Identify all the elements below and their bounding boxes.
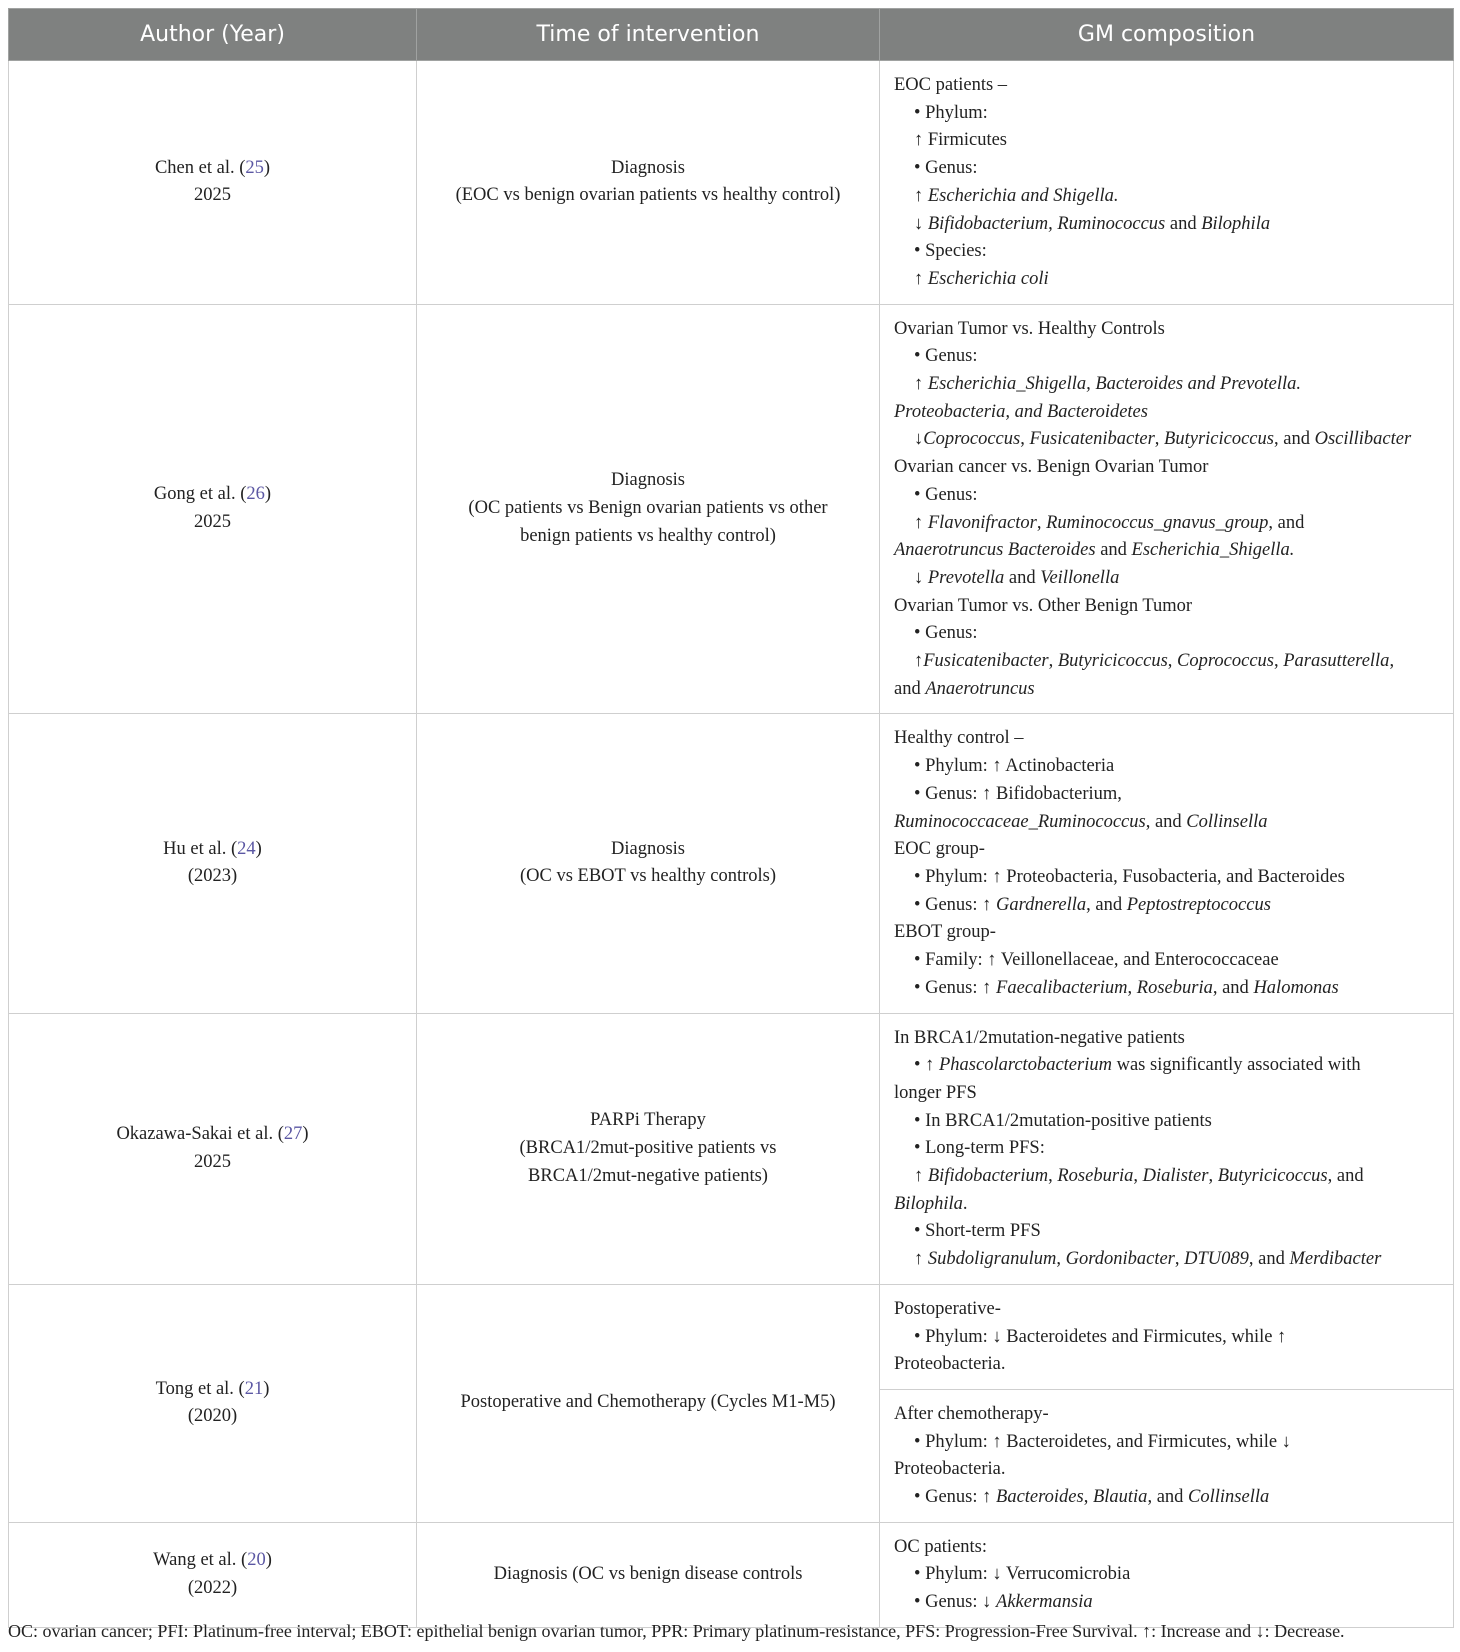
author-cell (9, 714, 417, 1013)
gm-line (894, 266, 1445, 294)
gm-text: • Genus: (914, 346, 978, 367)
gm-text: • Genus: ↑ (914, 1487, 997, 1508)
gm-text: • Genus: (914, 623, 978, 644)
gm-cell (880, 1389, 1454, 1522)
gm-line (894, 1191, 1445, 1219)
gm-text: • Genus: (914, 158, 978, 179)
author-text: Wang et al. ( (153, 1550, 248, 1571)
author-text: Tong et al. ( (155, 1378, 245, 1399)
gm-text: ↑ (914, 185, 928, 206)
taxon-name: Bilophila (894, 1193, 963, 1214)
taxon-name: Roseburia (1057, 1166, 1134, 1187)
taxon-name: Anaerotruncus Bacteroides (894, 540, 1096, 561)
intervention-line: Diagnosis (611, 157, 685, 178)
gm-text: EOC patients – (894, 75, 1008, 95)
gm-line (894, 1025, 1445, 1053)
taxon-name: Escherichia coli (927, 268, 1049, 289)
author-cell (9, 304, 417, 714)
author-text: ) (255, 838, 262, 859)
taxon-name: Bacteroides (996, 1487, 1084, 1508)
taxon-name: Parasutterella (1283, 651, 1390, 672)
gm-text: , and (1268, 512, 1305, 533)
author-name (19, 1121, 406, 1149)
intervention-cell (417, 61, 880, 305)
gm-text: • Long-term PFS: (914, 1138, 1045, 1159)
gm-cell (880, 61, 1454, 305)
gm-line (894, 676, 1445, 704)
gm-text: , (1208, 1166, 1218, 1187)
gm-text: , and (1147, 1487, 1189, 1508)
gm-text: Proteobacteria. (894, 1459, 1006, 1480)
gm-text: and (894, 678, 926, 699)
gm-text: , (1133, 1166, 1143, 1187)
author-text: Hu et al. ( (163, 838, 238, 859)
gm-text: , (1167, 651, 1178, 672)
gm-text: After chemotherapy- (894, 1403, 1049, 1424)
author-text: ) (302, 1123, 309, 1144)
author-cell (9, 1522, 417, 1627)
gm-line (894, 1108, 1445, 1136)
gm-line (894, 1296, 1445, 1324)
gm-line (894, 565, 1445, 593)
gm-text: • Genus: ↑ (914, 977, 997, 998)
gm-cell (880, 304, 1454, 714)
intervention-line: Diagnosis (611, 838, 685, 859)
gm-line (894, 1218, 1445, 1246)
taxon-name: Proteobacteria, and Bacteroidetes (894, 401, 1148, 422)
citation-link[interactable]: 26 (246, 484, 265, 505)
intervention-line: benign patients vs healthy control) (520, 525, 776, 546)
gm-text: OC patients: (894, 1536, 988, 1557)
taxon-name: Coprococcus (923, 429, 1021, 450)
taxon-name: Subdoligranulum (927, 1249, 1057, 1270)
gm-text: , and (1327, 1166, 1364, 1187)
intervention-line: BRCA1/2mut-negative patients) (528, 1165, 768, 1186)
gm-text: Ovarian cancer vs. Benign Ovarian Tumor (894, 457, 1209, 478)
intervention-cell (417, 1284, 880, 1522)
taxon-name: Faecalibacterium (996, 977, 1128, 998)
taxon-name: Butyricicoccus (1057, 651, 1168, 672)
gm-line (894, 781, 1445, 809)
gm-text: Ovarian Tumor vs. Healthy Controls (894, 318, 1165, 339)
citation-link[interactable]: 21 (244, 1378, 264, 1399)
gm-text: • Family: ↑ Veillonellaceae, and Enterococcaceae (914, 950, 1279, 971)
intervention-cell (417, 714, 880, 1013)
gm-text: , (1154, 429, 1165, 450)
gm-line (894, 482, 1445, 510)
gm-line (894, 127, 1445, 155)
gm-text: • ↑ (914, 1055, 939, 1076)
gm-text: Proteobacteria. (894, 1354, 1006, 1375)
taxon-name: Merdibacter (1289, 1249, 1382, 1270)
gm-text: • Phylum: ↓ Bacteroidetes and Firmicutes, while ↑ (914, 1326, 1287, 1347)
header-time: Time of intervention (417, 9, 880, 61)
citation-link[interactable]: 20 (247, 1550, 266, 1571)
taxon-name: Butyricicoccus (1164, 429, 1274, 450)
intervention-cell (417, 1522, 880, 1627)
taxon-name: Oscillibacter (1314, 429, 1412, 450)
table-row (9, 1522, 1454, 1627)
gm-text: • Phylum: ↑ Bacteroidetes, and Firmicutes, while ↓ (914, 1431, 1291, 1452)
gm-line (894, 1163, 1445, 1191)
taxon-name: Anaerotruncus (925, 678, 1035, 699)
gm-text: In BRCA1/2mutation-negative patients (894, 1027, 1185, 1048)
author-year: 2025 (194, 185, 231, 206)
gm-text: longer PFS (894, 1082, 977, 1103)
gm-text: • Genus: ↑ Bifidobacterium, (914, 783, 1122, 804)
gm-text: Ovarian Tumor vs. Other Benign Tumor (894, 595, 1193, 616)
gm-line (894, 1534, 1445, 1562)
gm-text: and (1095, 540, 1132, 561)
intervention-line: (BRCA1/2mut-positive patients vs (519, 1137, 777, 1158)
taxon-name: Escherichia and Shigella. (927, 185, 1119, 206)
author-name (19, 836, 406, 864)
taxon-name: Collinsella (1186, 811, 1268, 832)
intervention-line: Diagnosis (OC vs benign disease controls (493, 1563, 803, 1584)
gm-text: , and (1273, 429, 1315, 450)
intervention-cell (417, 304, 880, 714)
gm-text: EOC group- (894, 839, 985, 860)
gm-text: EBOT group- (894, 922, 996, 943)
taxon-name: Flavonifractor (927, 512, 1037, 533)
taxon-name: Escherichia_Shigella, Bacteroides and Prevotella. (927, 374, 1302, 395)
gm-text: • Genus: (914, 484, 978, 505)
intervention-line: (EOC vs benign ovarian patients vs healthy control) (455, 185, 841, 206)
author-text: ) (263, 157, 271, 178)
taxon-name: Collinsella (1188, 1487, 1270, 1508)
gm-line (894, 1351, 1445, 1379)
gm-text: ↑ (914, 1166, 928, 1187)
table-row (9, 714, 1454, 1013)
author-year: (2022) (187, 1577, 238, 1598)
taxon-name: Roseburia (1136, 977, 1213, 998)
gm-text: ↑ Firmicutes (914, 130, 1008, 151)
header-row (9, 9, 1454, 61)
gm-line (894, 426, 1445, 454)
gm-text: • Phylum: ↑ Proteobacteria, Fusobacteria, and Bacteroides (914, 866, 1345, 887)
gm-line (894, 211, 1445, 239)
gm-text: ↑ (914, 651, 924, 672)
author-text: Okazawa-Sakai et al. ( (116, 1123, 284, 1144)
taxon-name: Veillonella (1040, 567, 1120, 588)
table-footnote: OC: ovarian cancer; PFI: Platinum-free interval; EBOT: epithelial benign ovarian tumor, PPR: Primary platinum-resistance, PFS: Progression-Free Survival. ↑: Increase and ↓: Decrease. (8, 1621, 1345, 1641)
gm-cell (880, 1013, 1454, 1284)
author-text: ) (263, 1378, 270, 1399)
taxon-name: Butyricicoccus (1217, 1166, 1328, 1187)
gm-text: , (1048, 1166, 1058, 1187)
gm-line (894, 836, 1445, 864)
author-cell (9, 61, 417, 305)
gm-cell (880, 1284, 1454, 1389)
gm-line (894, 1589, 1445, 1617)
gm-text: , (1174, 1249, 1185, 1270)
author-text: Gong et al. ( (153, 484, 247, 505)
author-name (19, 155, 406, 183)
gm-line (894, 753, 1445, 781)
gm-text: , (1056, 1249, 1066, 1270)
intervention-line: (OC vs EBOT vs healthy controls) (519, 866, 777, 887)
gm-text: ↓ (914, 429, 924, 450)
gm-line (894, 72, 1445, 100)
table-row (9, 1013, 1454, 1284)
citation-link[interactable]: 25 (245, 157, 264, 178)
header-author: Author (Year) (9, 9, 417, 61)
taxon-name: Fusicatenibacter (1029, 429, 1155, 450)
gm-text: , and (1248, 1249, 1290, 1270)
gm-text: was significantly associated with (1111, 1055, 1361, 1076)
gm-line (894, 1456, 1445, 1484)
gm-text: ↑ (914, 268, 928, 289)
taxon-name: Fusicatenibacter (923, 651, 1049, 672)
gm-text: ↑ (914, 1249, 928, 1270)
gm-line (894, 454, 1445, 482)
gm-line (894, 593, 1445, 621)
gm-text: ↑ (914, 512, 928, 533)
gm-text: ↓ (914, 567, 928, 588)
gm-line (894, 510, 1445, 538)
gm-text: ↓ (914, 213, 928, 234)
taxon-name: Prevotella (927, 567, 1005, 588)
gm-line (894, 809, 1445, 837)
author-text: Chen et al. ( (154, 157, 246, 178)
author-year: 2025 (194, 1151, 231, 1172)
taxon-name: Ruminococcus_gnavus_group (1046, 512, 1269, 533)
gm-line (894, 371, 1445, 399)
intervention-line: Diagnosis (611, 470, 685, 491)
gm-text: • Species: (914, 241, 987, 262)
taxon-name: Peptostreptococcus (1126, 894, 1271, 915)
taxon-name: Bifidobacterium (927, 1166, 1049, 1187)
taxon-name: Bilophila (1201, 213, 1271, 234)
gm-line (894, 864, 1445, 892)
gm-text: • Phylum: (914, 102, 988, 123)
gm-line (894, 1080, 1445, 1108)
gm-text: , and (1145, 811, 1187, 832)
taxon-name: Gardnerella (996, 894, 1087, 915)
gm-text: , (1127, 977, 1137, 998)
intervention-line: Postoperative and Chemotherapy (Cycles M1-M5) (460, 1392, 836, 1413)
gm-line (894, 1561, 1445, 1589)
gm-text: • Phylum: ↑ Actinobacteria (914, 756, 1115, 777)
taxon-name: Gordonibacter (1065, 1249, 1175, 1270)
gm-line (894, 316, 1445, 344)
gm-text: • Genus: ↑ (914, 894, 997, 915)
taxon-name: Blautia (1092, 1487, 1148, 1508)
gm-text: , (1083, 1487, 1093, 1508)
taxon-name: Escherichia_Shigella. (1131, 540, 1295, 561)
gm-text: , (1389, 651, 1395, 672)
gm-text: and (1165, 213, 1202, 234)
gm-line (894, 975, 1445, 1003)
gm-text: Healthy control – (894, 728, 1024, 749)
taxon-name: Dialister (1142, 1166, 1209, 1187)
gm-text: , (1048, 651, 1058, 672)
gm-line (894, 919, 1445, 947)
gm-line (894, 399, 1445, 427)
gm-text: and (1004, 567, 1041, 588)
gm-text: • Genus: ↓ (914, 1592, 997, 1613)
gm-text: , (1273, 651, 1284, 672)
gm-text: Postoperative- (894, 1298, 1001, 1319)
intervention-line: (OC patients vs Benign ovarian patients vs other (468, 498, 828, 519)
gm-text: ↑ (914, 374, 928, 395)
gm-line (894, 1052, 1445, 1080)
author-year: 2025 (194, 512, 231, 533)
gm-line (894, 947, 1445, 975)
taxon-name: Akkermansia (996, 1592, 1093, 1613)
taxon-name: Halomonas (1253, 977, 1339, 998)
gm-line (894, 620, 1445, 648)
taxon-name: Coprococcus (1177, 651, 1274, 672)
gm-text: , (1036, 512, 1047, 533)
intervention-cell (417, 1013, 880, 1284)
table-row (9, 304, 1454, 714)
gm-line (894, 1324, 1445, 1352)
gm-text: • Phylum: ↓ Verrucomicrobia (914, 1564, 1131, 1585)
author-year: (2020) (187, 1406, 238, 1427)
gm-text: . (962, 1193, 968, 1214)
taxon-name: DTU089 (1184, 1249, 1249, 1270)
gm-text: , (1020, 429, 1030, 450)
table-row (9, 1284, 1454, 1389)
gm-line (894, 1484, 1445, 1512)
gm-line (894, 343, 1445, 371)
author-year: (2023) (187, 866, 238, 887)
author-name (19, 1376, 406, 1404)
gm-line (894, 1246, 1445, 1274)
gm-composition-table (8, 8, 1454, 1628)
gm-text: • In BRCA1/2mutation-positive patients (914, 1110, 1212, 1131)
author-cell (9, 1013, 417, 1284)
gm-line (894, 725, 1445, 753)
table-row (9, 61, 1454, 305)
taxon-name: Phascolarctobacterium (938, 1055, 1112, 1076)
gm-line (894, 238, 1445, 266)
intervention-line: PARPi Therapy (590, 1110, 706, 1131)
gm-line (894, 1429, 1445, 1457)
gm-text: • Short-term PFS (914, 1221, 1041, 1242)
author-name (19, 1547, 406, 1575)
author-name (19, 481, 406, 509)
gm-text: , and (1212, 977, 1254, 998)
gm-cell (880, 1522, 1454, 1627)
citation-link[interactable]: 27 (283, 1123, 303, 1144)
author-cell (9, 1284, 417, 1522)
gm-line (894, 537, 1445, 565)
gm-line (894, 100, 1445, 128)
gm-text: , and (1086, 894, 1127, 915)
gm-line (894, 1135, 1445, 1163)
gm-line (894, 155, 1445, 183)
author-text: ) (265, 1550, 272, 1571)
author-text: ) (264, 484, 272, 505)
gm-cell (880, 714, 1454, 1013)
header-gm: GM composition (880, 9, 1454, 61)
taxon-name: Bifidobacterium, Ruminococcus (927, 213, 1166, 234)
gm-line (894, 648, 1445, 676)
taxon-name: Ruminococcaceae_Ruminococcus (894, 811, 1146, 832)
gm-line (894, 1401, 1445, 1429)
gm-line (894, 183, 1445, 211)
citation-link[interactable]: 24 (237, 838, 256, 859)
gm-line (894, 892, 1445, 920)
